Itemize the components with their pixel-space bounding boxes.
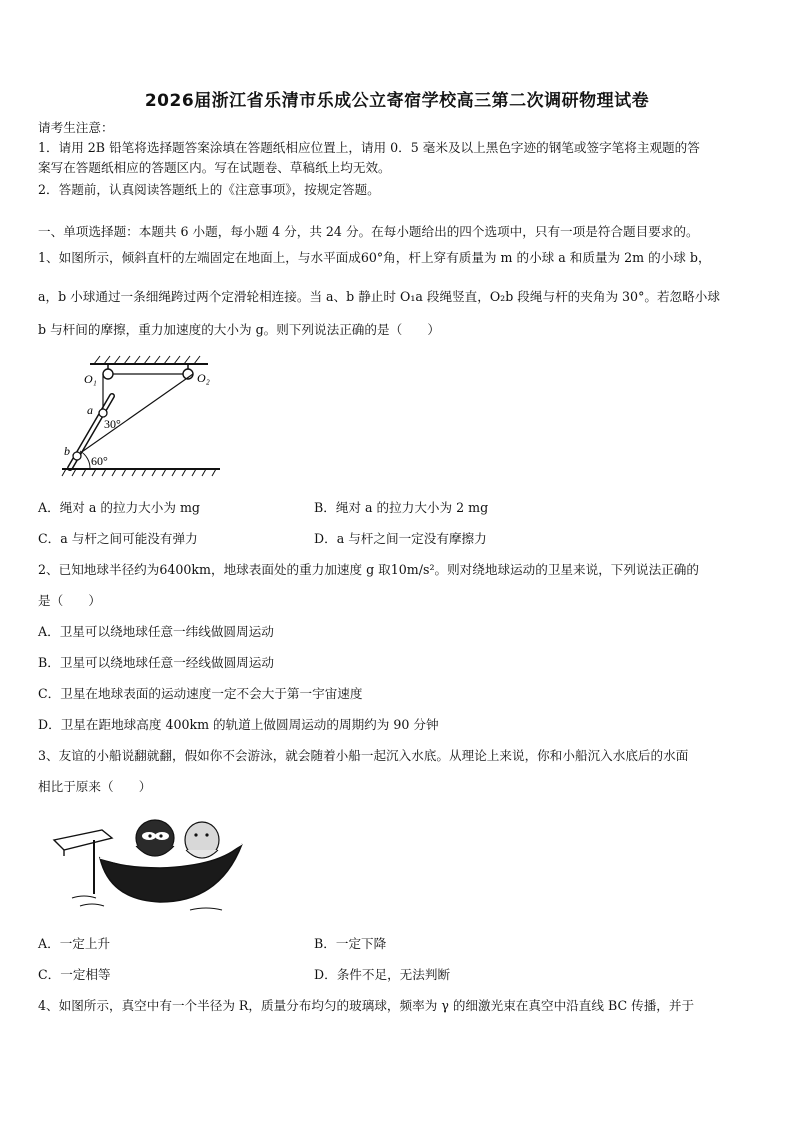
q2-stem-line1: 2、已知地球半径约为6400km，地球表面处的重力加速度 g 取10m/s²。则对绕地球运动的卫星来说，下列说法正确的 <box>38 562 699 577</box>
label-angle-30: 30° <box>104 417 121 431</box>
q1-option-d: D．a 与杆之间一定没有摩擦力 <box>314 531 487 546</box>
q3-stem-line1: 3、友谊的小船说翻就翻，假如你不会游泳，就会随着小船一起沉入水底。从理论上来说，你和小船沉入水底后的水面 <box>38 748 689 763</box>
q2-option-d: D．卫星在距地球高度 400km 的轨道上做圆周运动的周期约为 90 分钟 <box>38 717 439 732</box>
notice-heading: 请考生注意： <box>38 120 114 135</box>
page-title: 2026届浙江省乐清市乐成公立寄宿学校高三第二次调研物理试卷 <box>144 91 650 111</box>
label-o2: O₂ <box>197 371 210 385</box>
q3-option-b: B．一定下降 <box>314 936 387 951</box>
q1-option-c: C．a 与杆之间可能没有弹力 <box>38 531 198 546</box>
q2-option-c: C．卫星在地球表面的运动速度一定不会大于第一宇宙速度 <box>38 686 363 701</box>
q1-stem-line2: a，b 小球通过一条细绳跨过两个定滑轮相连接。当 a、b 静止时 O₁a 段绳竖直，O₂b 段绳与杆的夹角为 30°。若忽略小球 <box>38 289 720 304</box>
label-angle-60: 60° <box>91 454 108 468</box>
q1-pulley-figure <box>58 352 228 480</box>
q3-boat-cartoon <box>50 806 250 918</box>
notice-item-1b: 案写在答题纸相应的答题区内。写在试题卷、草稿纸上均无效。 <box>38 160 391 175</box>
q4-stem-line1: 4、如图所示，真空中有一个半径为 R，质量分布均匀的玻璃球，频率为 γ 的细激光束在真空中沿直线 BC 传播，并于 <box>38 998 695 1013</box>
q3-option-c: C．一定相等 <box>38 967 111 982</box>
label-o1: O₁ <box>84 372 97 386</box>
notice-item-2: 2．答题前，认真阅读答题纸上的《注意事项》，按规定答题。 <box>38 182 380 197</box>
q1-option-a: A．绳对 a 的拉力大小为 mg <box>38 500 200 515</box>
q3-option-d: D．条件不足，无法判断 <box>314 967 451 982</box>
label-a: a <box>87 403 93 417</box>
q2-option-b: B．卫星可以绕地球任意一经线做圆周运动 <box>38 655 274 670</box>
q1-option-b: B．绳对 a 的拉力大小为 2 mg <box>314 500 489 515</box>
q2-option-a: A．卫星可以绕地球任意一纬线做圆周运动 <box>38 624 274 639</box>
q3-option-a: A．一定上升 <box>38 936 111 951</box>
label-b: b <box>64 444 70 458</box>
q1-stem-line3: b 与杆间的摩擦，重力加速度的大小为 g。则下列说法正确的是（ ） <box>38 322 440 337</box>
q1-stem-line1: 1、如图所示，倾斜直杆的左端固定在地面上，与水平面成60°角，杆上穿有质量为 m 的小球 a 和质量为 2m 的小球 b， <box>38 250 711 265</box>
q3-stem-line2: 相比于原来（ ） <box>38 779 152 794</box>
notice-item-1a: 1．请用 2B 铅笔将选择题答案涂填在答题纸相应位置上，请用 0．5 毫米及以上黑色字迹的钢笔或签字笔将主观题的答 <box>38 140 700 155</box>
section-heading: 一、单项选择题：本题共 6 小题，每小题 4 分，共 24 分。在每小题给出的四个选项中，只有一项是符合题目要求的。 <box>38 224 699 239</box>
q2-stem-line2: 是（ ） <box>38 593 101 608</box>
